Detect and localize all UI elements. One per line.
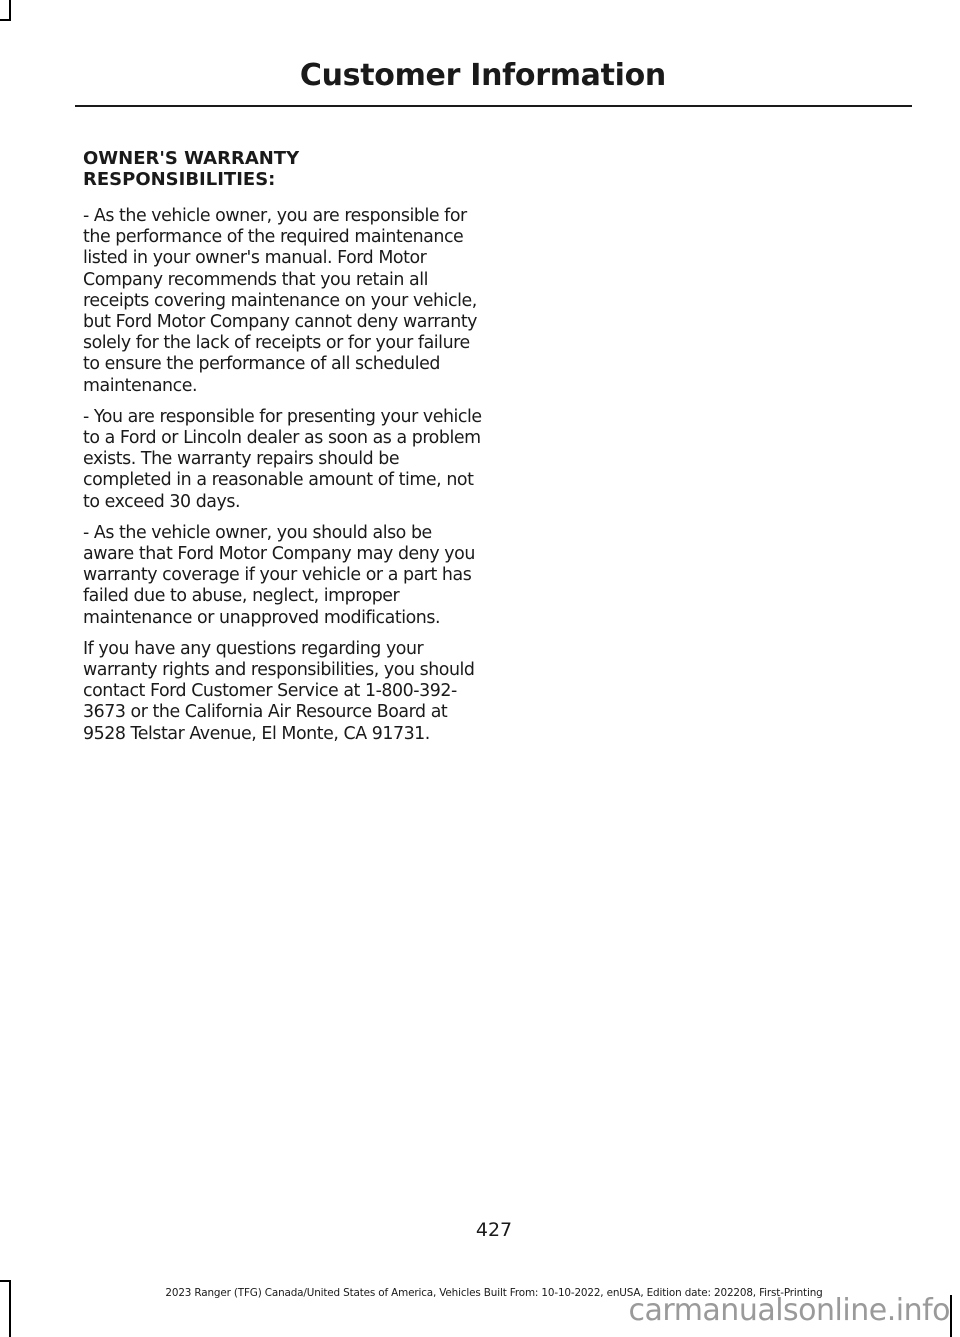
footer-edition-line: 2023 Ranger (TFG) Canada/United States of America, Vehicles Built From: 10-10-2022, enUSA, Edition date: 202208, First-Printing [165, 1287, 823, 1299]
paragraph-dealer-presentation: - You are responsible for presenting your vehicle to a Ford or Lincoln dealer as soon as a problem exists. The warranty repairs should be completed in a reasonable amount of time, not to exceed 30 days. [83, 406, 482, 512]
paragraph-contact-information: If you have any questions regarding your warranty rights and responsibilities, you should contact Ford Customer Service at 1-800-392-3673 or the California Air Resource Board at 9528 Telstar Avenue, El Monte, CA 91731. [83, 638, 475, 744]
crop-mark-bottom-right-vertical [950, 1295, 952, 1337]
header-divider [75, 105, 912, 107]
paragraph-maintenance-responsibility: - As the vehicle owner, you are responsible for the performance of the required maintenance listed in your owner's manual. Ford Motor Company recommends that you retain all receipts covering maintenance on your vehicle, but Ford Motor Company cannot deny warranty solely for the lack of receipts or for your failure to ensure the performance of all scheduled maintenance. [83, 206, 478, 396]
section-heading: OWNER'S WARRANTY RESPONSIBILITIES: [83, 148, 300, 190]
watermark-text: carmanualsonline.info [628, 1293, 950, 1328]
page-header-title: Customer Information [299, 58, 666, 93]
paragraph-coverage-denial: - As the vehicle owner, you should also be aware that Ford Motor Company may deny you warranty coverage if your vehicle or a part has failed due to abuse, neglect, improper maintenance or unapproved modifications. [83, 522, 475, 628]
content-column [83, 148, 483, 755]
page-number: 427 [475, 1219, 513, 1241]
crop-mark-top-left-vertical [9, 0, 11, 20]
crop-mark-bottom-left-horizontal [0, 1280, 11, 1282]
crop-mark-top-left-horizontal [0, 19, 11, 21]
